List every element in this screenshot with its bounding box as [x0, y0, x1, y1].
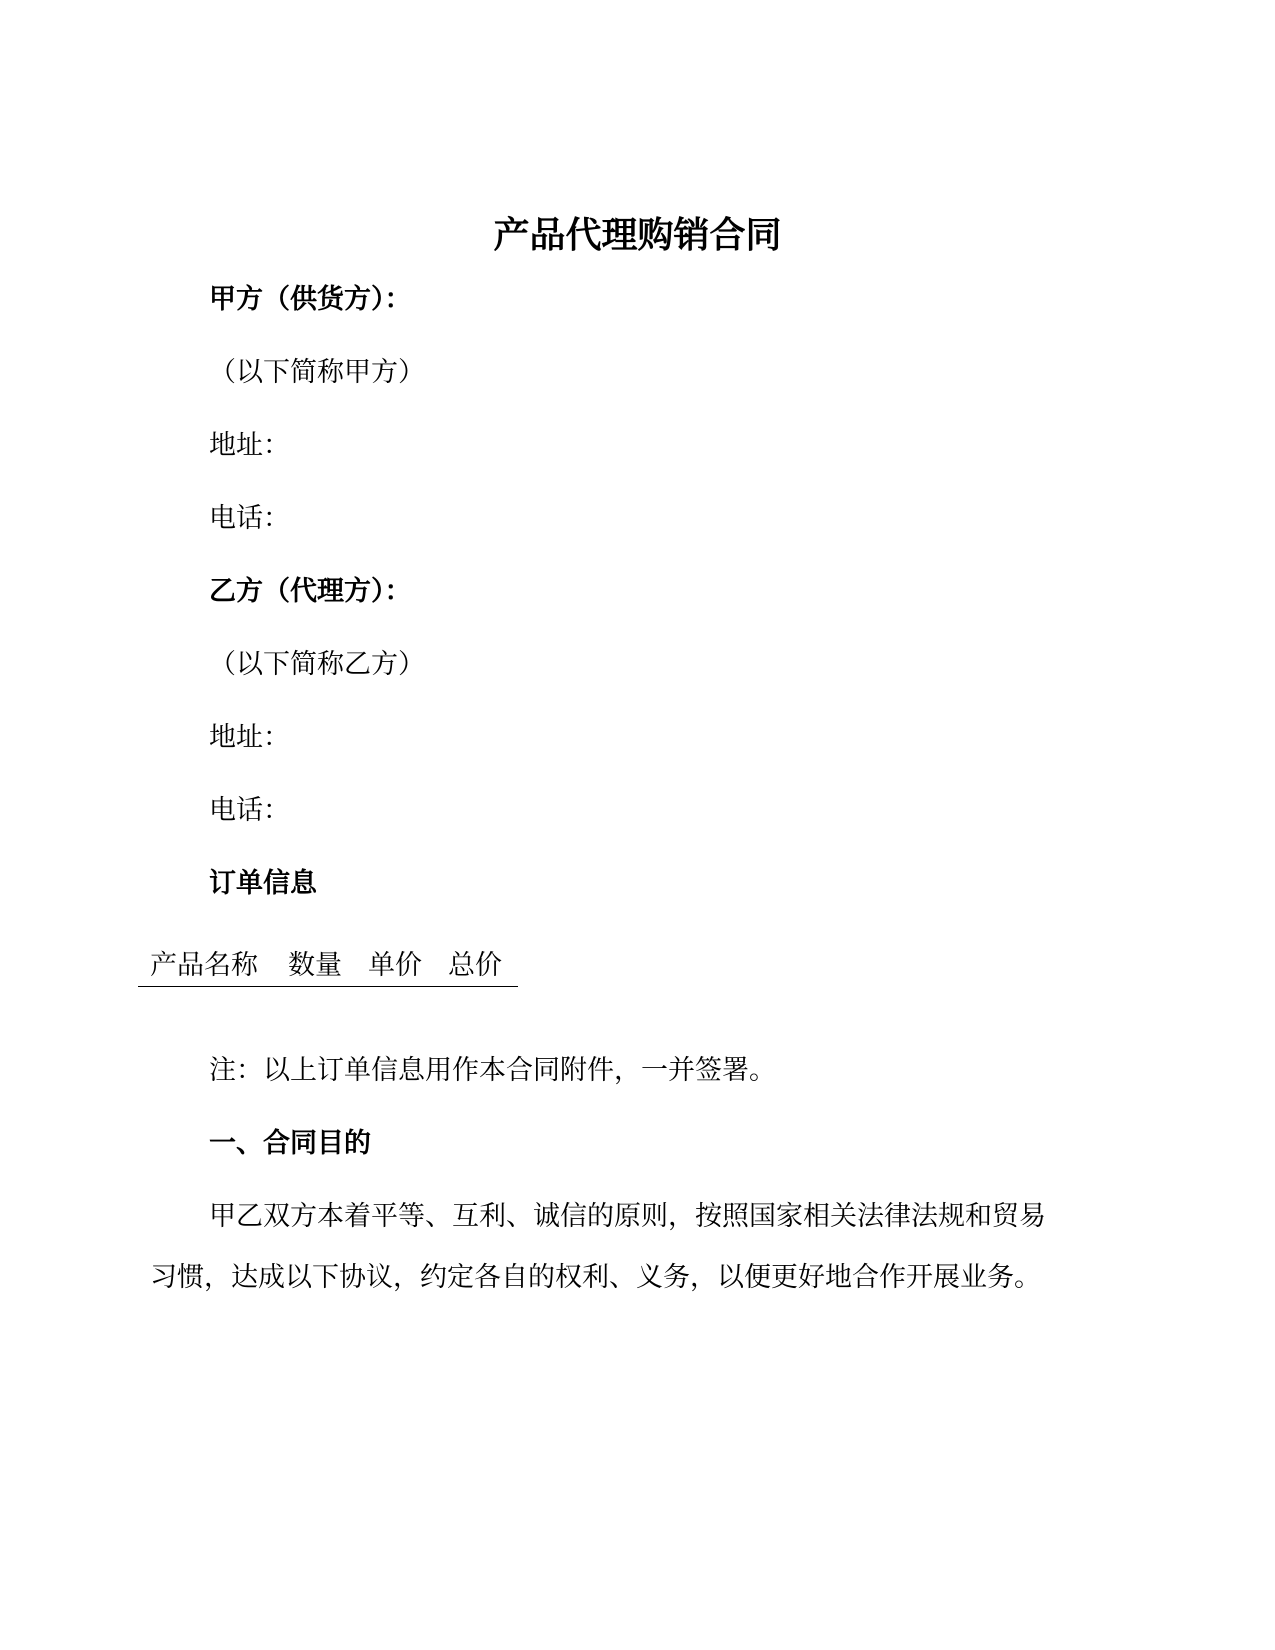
order-table-header	[138, 948, 518, 987]
party-b-heading: 乙方（代理方）：	[209, 576, 412, 607]
party-b-phone-label: 电话：	[209, 795, 290, 826]
column-product-name: 产品名称	[150, 950, 258, 981]
column-quantity: 数量	[288, 950, 342, 981]
party-a-alias: （以下简称甲方）	[209, 357, 425, 388]
party-b-alias: （以下简称乙方）	[209, 649, 425, 680]
section1-paragraph-line1: 甲乙双方本着平等、互利、诚信的原则，按照国家相关法律法规和贸易	[209, 1201, 1046, 1232]
party-a-phone-label: 电话：	[209, 503, 290, 534]
column-unit-price: 单价	[368, 950, 422, 981]
party-b-address-label: 地址：	[209, 722, 290, 753]
section1-heading: 一、合同目的	[209, 1128, 371, 1159]
order-info-heading: 订单信息	[209, 868, 317, 899]
column-total-price: 总价	[448, 950, 502, 981]
section1-paragraph-line2: 习惯，达成以下协议，约定各自的权利、义务，以便更好地合作开展业务。	[150, 1262, 1041, 1293]
party-a-address-label: 地址：	[209, 430, 290, 461]
order-note: 注：以上订单信息用作本合同附件，一并签署。	[209, 1055, 776, 1086]
document-title: 产品代理购销合同	[493, 215, 782, 256]
party-a-heading: 甲方（供货方）：	[209, 284, 412, 315]
